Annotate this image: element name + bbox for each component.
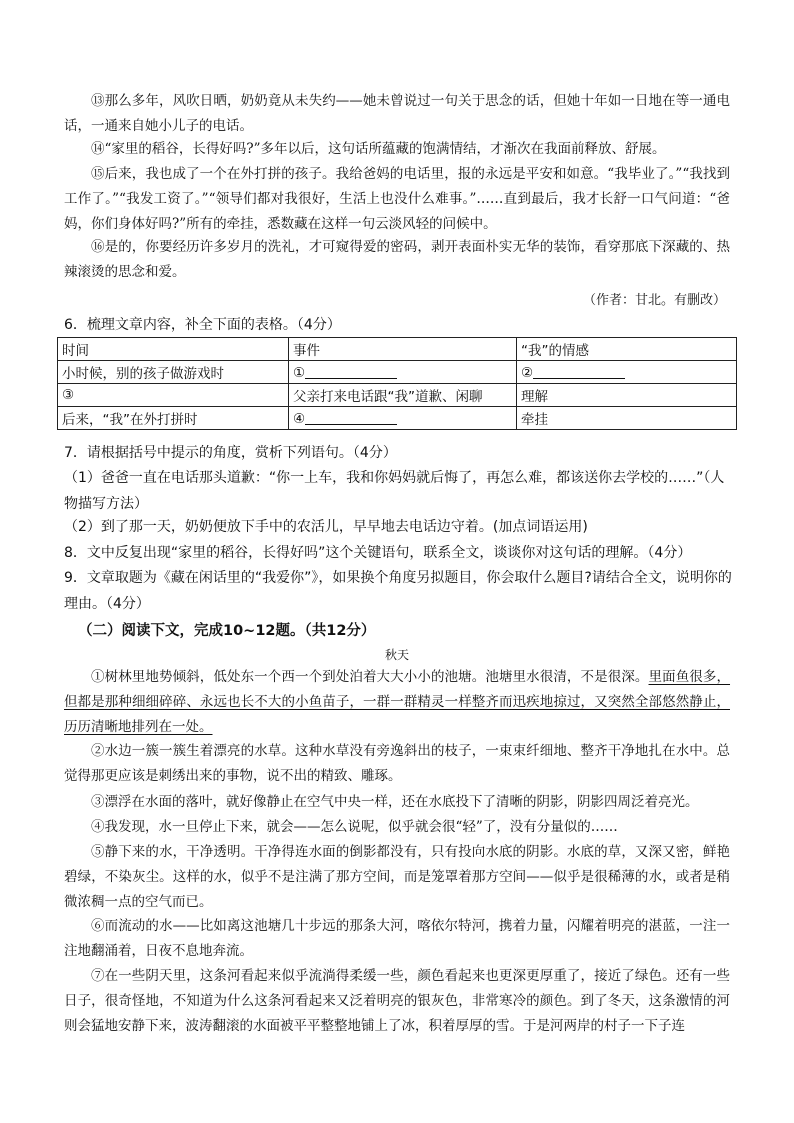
table-row: [58, 384, 737, 407]
table-header-cell: 时间: [58, 338, 289, 361]
blank-number: ④: [293, 410, 306, 427]
table-header-cell: 事件: [289, 338, 517, 361]
table-cell-blank[interactable]: [289, 361, 517, 384]
table-cell: 小时候，别的孩子做游戏时: [58, 361, 289, 384]
article-paragraph-3: ③漂浮在水面的落叶，就好像静止在空气中央一样，还在水底投下了清晰的阴影，阴影四周泛着亮光。: [91, 794, 699, 810]
table-cell: 后来，“我”在外打拼时: [58, 407, 289, 430]
story-paragraph-13: ⑬那么多年，风吹日晒，奶奶竟从未失约——她未曾说过一句关于思念的话，但她十年如一日地在等一通电话，一通来自她小儿子的电话。: [64, 93, 730, 134]
table-cell: 理解: [517, 384, 737, 407]
story-paragraph-16: ⑯是的，你要经历许多岁月的洗礼，才可窥得爱的密码，剥开表面朴实无华的装饰，看穿那底下深藏的、热辣滚烫的思念和爱。: [64, 239, 730, 280]
section-two-title: （二）阅读下文，完成10~12题。（共12分）: [78, 623, 376, 639]
fill-blank-line: [305, 410, 397, 425]
fill-blank-line: [533, 364, 625, 379]
question-8: 8．文中反复出现“家里的稻谷，长得好吗”这个关键语句，联系全文，谈谈你对这句话的理解。（4分）: [64, 545, 692, 561]
underlined-sentence: 里面鱼很多，但都是那种细细碎碎、永远也长不大的小鱼苗子，一群一群精灵一样整齐而迅疾地掠过，又突然全部悠然静止，历历清晰地排列在一处。: [64, 669, 731, 735]
article-paragraph-1: [64, 665, 730, 740]
table-cell-blank[interactable]: [289, 407, 517, 430]
table-cell: 父亲打来电话跟“我”道歉、闲聊: [289, 384, 517, 407]
table-header-cell: “我”的情感: [517, 338, 737, 361]
blank-number: ②: [521, 364, 534, 381]
table-header-row: [58, 338, 737, 361]
question-7-part-1: （1）爸爸一直在电话那头道歉：“你一上车，我和你妈妈就后悔了，再怎么难，都该送你去学校的……”（人物描写方法）: [64, 470, 725, 512]
blank-number: ③: [62, 387, 75, 403]
article-paragraph-4: ④我发现，水一旦停止下来，就会——怎么说呢，似乎就会很“轻”了，没有分量似的……: [91, 819, 618, 835]
summary-table: [57, 337, 737, 430]
question-9: 9．文章取题为《藏在闲话里的“我爱你”》，如果换个角度另拟题目，你会取什么题目?请结合全文，说明你的理由。（4分）: [64, 570, 732, 612]
question-7-part-2: （2）到了那一天，奶奶便放下手中的农活儿，早早地去电话边守着。(加点词语运用): [64, 519, 588, 535]
article-paragraph-2: ②水边一簇一簇生着漂亮的水草。这种水草没有旁逸斜出的枝子，一束束纤细地、整齐干净地扎在水中。总觉得那更应该是刺绣出来的事物，说不出的精致、雕琢。: [64, 743, 730, 784]
question-7: 7．请根据括号中提示的角度，赏析下列语句。（4分）: [64, 445, 397, 461]
article-paragraph-6: ⑥而流动的水——比如离这池塘几十步远的那条大河，喀依尔特河，携着力量，闪耀着明亮的湛蓝，一注一注地翻涌着，日夜不息地奔流。: [64, 918, 730, 959]
question-6: 6．梳理文章内容，补全下面的表格。（4分）: [64, 317, 341, 333]
table-cell: 牵挂: [517, 407, 737, 430]
table-row: [58, 361, 737, 384]
article-title: 秋天: [384, 648, 409, 662]
table-cell-blank[interactable]: [58, 384, 289, 407]
table-row: [58, 407, 737, 430]
author-credit: （作者：甘北。有删改）: [582, 293, 726, 308]
table-cell-blank[interactable]: [517, 361, 737, 384]
story-paragraph-14: ⑭“家里的稻谷，长得好吗?”多年以后，这句话所蕴藏的饱满情结，才渐次在我面前释放、舒展。: [91, 141, 666, 157]
article-paragraph-7: ⑦在一些阴天里，这条河看起来似乎流淌得柔缓一些，颜色看起来也更深更厚重了，接近了绿色。还有一些日子，很奇怪地，不知道为什么这条河看起来又泛着明亮的银灰色，非常寒冷的颜色。到了冬天，这条激情的河则会猛地安静下来，波涛翻滚的水面被平平整整地铺上了冰，积着厚厚的雪。于是河两岸的村子一下子连: [64, 968, 730, 1034]
blank-number: ①: [293, 364, 306, 381]
article-paragraph-5: ⑤静下来的水，干净透明。干净得连水面的倒影都没有，只有投向水底的阴影。水底的草，又深又密，鲜艳碧绿，不染灰尘。这样的水，似乎不是注满了那方空间，而是笼罩着那方空间——似乎是很稀薄的水，或者是稍微浓稠一点的空气而已。: [64, 844, 730, 910]
fill-blank-line: [305, 364, 397, 379]
story-paragraph-15: ⑮后来，我也成了一个在外打拼的孩子。我给爸妈的电话里，报的永远是平安和如意。“我毕业了。”“我找到工作了。”“我发工资了。”“领导们都对我很好，生活上也没什么难事。”……直到最后，我才长舒一口气问道：“爸妈，你们身体好吗?”所有的牵挂，悉数藏在这样一句云淡风轻的问候中。: [64, 166, 730, 232]
paragraph-lead-text: ①树林里地势倾斜，低处东一个西一个到处泊着大大小小的池塘。池塘里水很清，不是很深。: [91, 669, 649, 685]
